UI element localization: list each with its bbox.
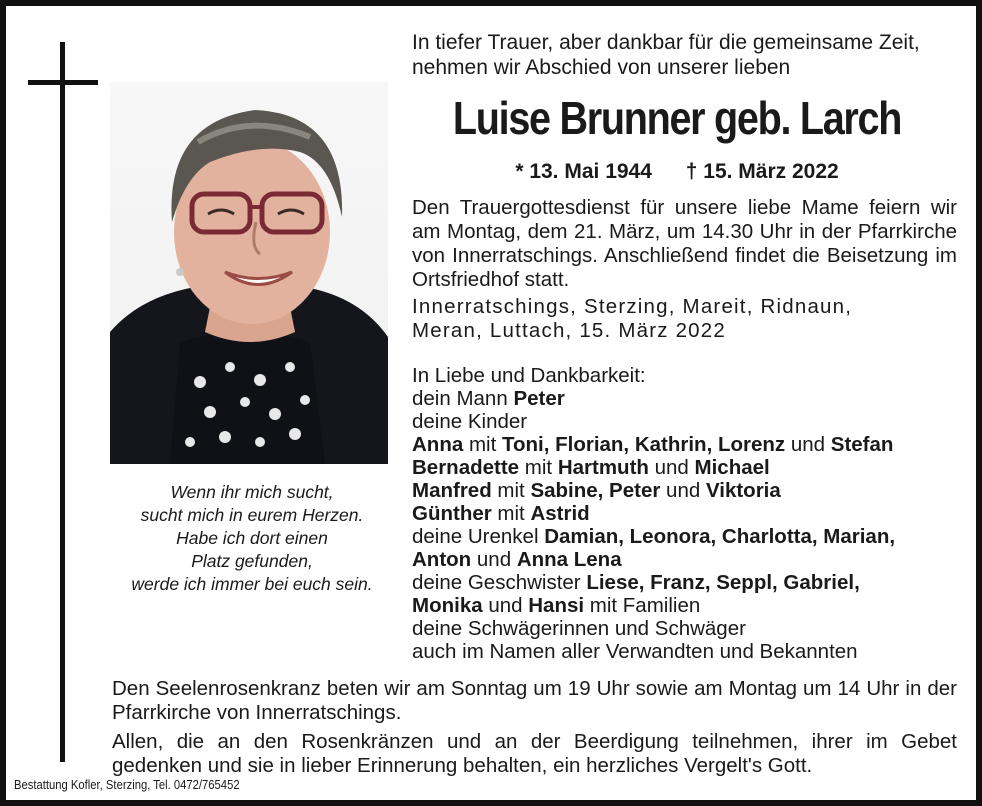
mourners-heading: In Liebe und Dankbarkeit: — [412, 364, 646, 387]
thanks-text: Allen, die an den Rosenkränzen und an der Beerdigung teilnehmen, ihrer im Gebet gedenken und sie in lieber Erinnerung behalten, ein herzliches Vergelt's Gott. — [112, 730, 957, 777]
intro-text — [412, 30, 920, 80]
mourner-line: deine Geschwister Liese, Franz, Seppl, Gabriel, — [412, 571, 860, 594]
poem-line: Habe ich dort einen — [176, 528, 328, 548]
portrait-illustration — [110, 82, 388, 464]
mourner-line: auch im Namen aller Verwandten und Bekannten — [412, 640, 858, 663]
intro-line: nehmen wir Abschied von unserer lieben — [412, 56, 791, 79]
mourner-line: deine Kinder — [412, 410, 528, 433]
places-and-date — [412, 295, 952, 343]
life-dates — [412, 160, 942, 184]
funeral-home-credit: Bestattung Kofler, Sterzing, Tel. 0472/765452 — [14, 778, 240, 792]
poem — [106, 481, 398, 596]
poem-line: Wenn ihr mich sucht, — [170, 482, 334, 502]
cross-icon-vertical — [60, 42, 65, 762]
poem-line: Platz gefunden, — [191, 551, 313, 571]
birth-date: * 13. Mai 1944 — [515, 160, 652, 183]
mourner-line: deine Urenkel Damian, Leonora, Charlotta, Marian, — [412, 525, 896, 548]
mourners-list — [412, 364, 972, 663]
mourner-line: Günther mit Astrid — [412, 502, 590, 525]
mourner-line: Anna mit Toni, Florian, Kathrin, Lorenz und Stefan — [412, 433, 894, 456]
poem-line: werde ich immer bei euch sein. — [131, 574, 373, 594]
mourner-line: dein Mann Peter — [412, 387, 565, 410]
mourner-line: Monika und Hansi mit Familien — [412, 594, 701, 617]
mourner-line: deine Schwägerinnen und Schwäger — [412, 617, 746, 640]
portrait-photo — [110, 82, 388, 464]
mourner-line: Bernadette mit Hartmuth und Michael — [412, 456, 770, 479]
intro-line: In tiefer Trauer, aber dankbar für die gemeinsame Zeit, — [412, 31, 920, 54]
mourner-line: Manfred mit Sabine, Peter und Viktoria — [412, 479, 781, 502]
funeral-service-text: Den Trauergottesdienst für unsere liebe Mame feiern wir am Montag, dem 21. März, um 14.30 Uhr in der Pfarrkirche von Innerratschings. Anschließend findet die Beisetzung im Ortsfriedhof statt. — [412, 196, 957, 291]
rosary-text: Den Seelenrosenkranz beten wir am Sonntag um 19 Uhr sowie am Montag um 14 Uhr in der Pfarrkirche von Innerratschings. — [112, 677, 957, 724]
places-line: Innerratschings, Sterzing, Mareit, Ridnaun, — [412, 295, 853, 318]
closing-text — [112, 677, 957, 783]
places-line: Meran, Luttach, 15. März 2022 — [412, 319, 726, 342]
poem-line: sucht mich in eurem Herzen. — [140, 505, 364, 525]
mourner-line: Anton und Anna Lena — [412, 548, 622, 571]
death-date: † 15. März 2022 — [685, 160, 839, 183]
cross-icon-horizontal — [28, 80, 98, 85]
deceased-name: Luise Brunner geb. Larch — [452, 92, 902, 144]
